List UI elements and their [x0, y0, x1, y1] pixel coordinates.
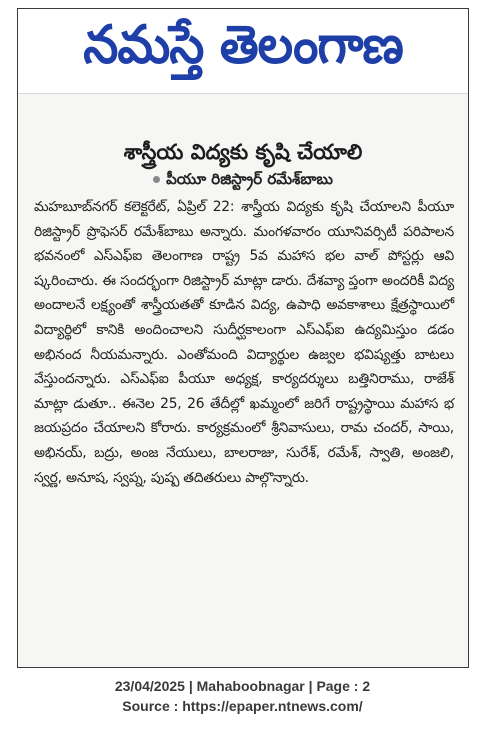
article-body: మహబూబ్‌నగర్ కలెక్టరేట్, ఏప్రిల్ 22: శాస్త్రీయ విద్యకు కృషి చేయాలని పీయూ రిజిస్ట్రార్ ప్రొఫెసర్ రమేశ్‌బాబు అన్నారు. మంగళవారం యూనివర్సిటీ పరిపాలన భవనంలో ఎస్ఎఫ్ఐ తెలంగాణ రాష్ట్ర 5వ మహాస భల వాల్ పోస్టర్లు ఆవి ష్కరించారు. ఈ సందర్భంగా రిజిస్ట్రార్ మాట్లా డారు. దేశవ్యా ప్తంగా అందరికీ విద్య అందాలనే లక్ష్యంతో శాస్త్రీయతతో కూడిన విద్య, ఉపాధి అవకాశాలు క్షేత్రస్థాయిలో విద్యార్థిలో కానికి అందించాలని సుదీర్ఘకాలంగా ఎస్ఎఫ్ఐ ఉద్యమిస్తుం డడం అభినంద నీయమన్నారు. ఎంతోమంది విద్యార్థుల ఉజ్వల భవిష్యత్తు బాటలు వేస్తుందన్నారు. ఎస్ఎఫ్ఐ పీయూ అధ్యక్ష, కార్యదర్శులు బత్తినిరాము, రాజేశ్ మాట్లా డుతూ.. ఈనెల 25, 26 తేదీల్లో ఖమ్మంలో జరిగే రాష్ట్రస్థాయి మహాస భ జయప్రదం చేయాలని కోరారు. కార్యక్రమంలో శ్రీనివాసులు, రామ చందర్, సాయి, అభినయ్, బద్రు, అంజ నేయులు, బాలరాజు, సురేశ్, రమేశ్, స్వాతి, అంజలి, స్వర్ణ, అనూష, స్వప్న, పుష్ప తదితరులు పాల్గొన్నారు.	[34, 199, 454, 486]
article-byline	[18, 169, 468, 189]
masthead	[18, 9, 468, 94]
bullet-icon	[153, 176, 160, 183]
newspaper-title: నమస్తే తెలంగాణ	[83, 13, 403, 75]
source-line: Source : https://epaper.ntnews.com/	[122, 698, 363, 714]
date-edition-page-line: 23/04/2025 | Mahaboobnagar | Page : 2	[114, 678, 371, 694]
newspaper-clipping	[17, 8, 469, 668]
article-headline: శాస్త్రీయ విద్యకు కృషి చేయాలి	[123, 140, 363, 164]
byline-text: పీయూ రిజిస్ట్రార్ రమేశ్‌బాబు	[166, 170, 333, 188]
